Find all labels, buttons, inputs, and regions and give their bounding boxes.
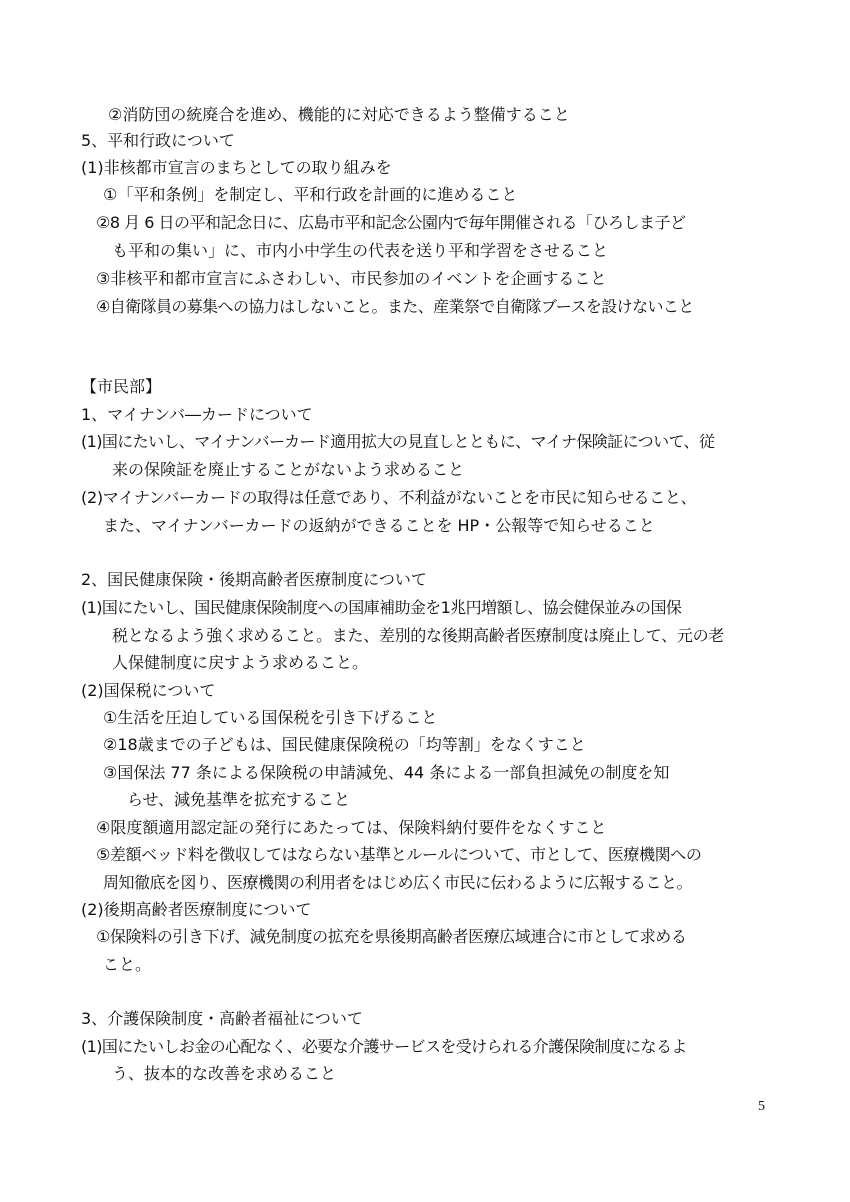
text-line: また、マイナンバーカードの返納ができることを HP・公報等で知らせること — [103, 516, 655, 535]
text-line: (1)国にたいし、マイナンバーカード適用拡大の見直しとともに、マイナ保険証について、従 — [81, 432, 715, 451]
text-line: も平和の集い」に、市内小中学生の代表を送り平和学習をさせること — [112, 241, 609, 260]
text-line: ④限度額適用認定証の発行にあたっては、保険料納付要件をなくすこと — [96, 818, 607, 837]
section-heading: 2、国民健康保険・後期高齢者医療制度について — [81, 570, 427, 589]
text-line: (2)マイナンバーカードの取得は任意であり、不利益がないことを市民に知らせること、 — [81, 488, 697, 507]
text-line: ①生活を圧迫している国保税を引き下げること — [103, 708, 438, 727]
text-line: う、抜本的な改善を求めること — [112, 1064, 337, 1083]
text-line: ③非核平和都市宣言にふさわしい、市民参加のイベントを企画すること — [96, 269, 607, 288]
text-line: (1)国にたいし、国民健康保険制度への国庫補助金を1兆円増額し、協会健保並みの国保 — [81, 598, 682, 617]
text-line: ③国保法 77 条による保険税の申請減免、44 条による一部負担減免の制度を知 — [103, 763, 670, 782]
text-line: ②消防団の統廃合を進め、機能的に対応できるよう整備すること — [108, 105, 570, 124]
text-line: ②8 月 6 日の平和記念日に、広島市平和記念公園内で毎年開催される「ひろしま子ど — [96, 213, 686, 232]
text-line: こと。 — [103, 955, 152, 974]
text-line: ①「平和条例」を制定し、平和行政を計画的に進めること — [103, 185, 518, 204]
text-line: ②18歳までの子どもは、国民健康保険税の「均等割」をなくすこと — [103, 735, 586, 754]
text-line: 来の保険証を廃止することがないよう求めること — [112, 460, 465, 479]
text-line: 人保健制度に戻すよう求めること。 — [112, 653, 369, 672]
text-line: ④自衛隊員の募集への協力はしないこと。また、産業祭で自衛隊ブースを設けないこと — [96, 297, 694, 316]
text-line: (2)後期高齢者医療制度について — [81, 900, 312, 919]
text-line: ①保険料の引き下げ、減免制度の拡充を県後期高齢者医療広域連合に市として求める — [96, 927, 687, 946]
page-number: 5 — [758, 1099, 765, 1114]
text-line: ⑤差額ベッド料を徴収してはならない基準とルールについて、市として、医療機関への — [96, 845, 702, 864]
text-line: らせ、減免基準を拡充すること — [127, 790, 351, 809]
text-line: (2)国保税について — [81, 681, 216, 700]
section-heading: 3、介護保険制度・高齢者福祉について — [81, 1009, 363, 1028]
text-line: 税となるよう強く求めること。また、差別的な後期高齢者医療制度は廃止して、元の老 — [112, 626, 724, 645]
section-heading: 1、マイナンバ―カードについて — [81, 405, 313, 424]
department-heading: 【市民部】 — [81, 377, 162, 396]
text-line: 周知徹底を図り、医療機関の利用者をはじめ広く市民に伝わるように広報すること。 — [103, 873, 693, 892]
text-line: (1)非核都市宣言のまちとしての取り組みを — [81, 158, 392, 177]
text-line: (1)国にたいしお金の心配なく、必要な介護サービスを受けられる介護保険制度になるよ — [81, 1037, 687, 1056]
section-heading: 5、平和行政について — [81, 131, 235, 150]
